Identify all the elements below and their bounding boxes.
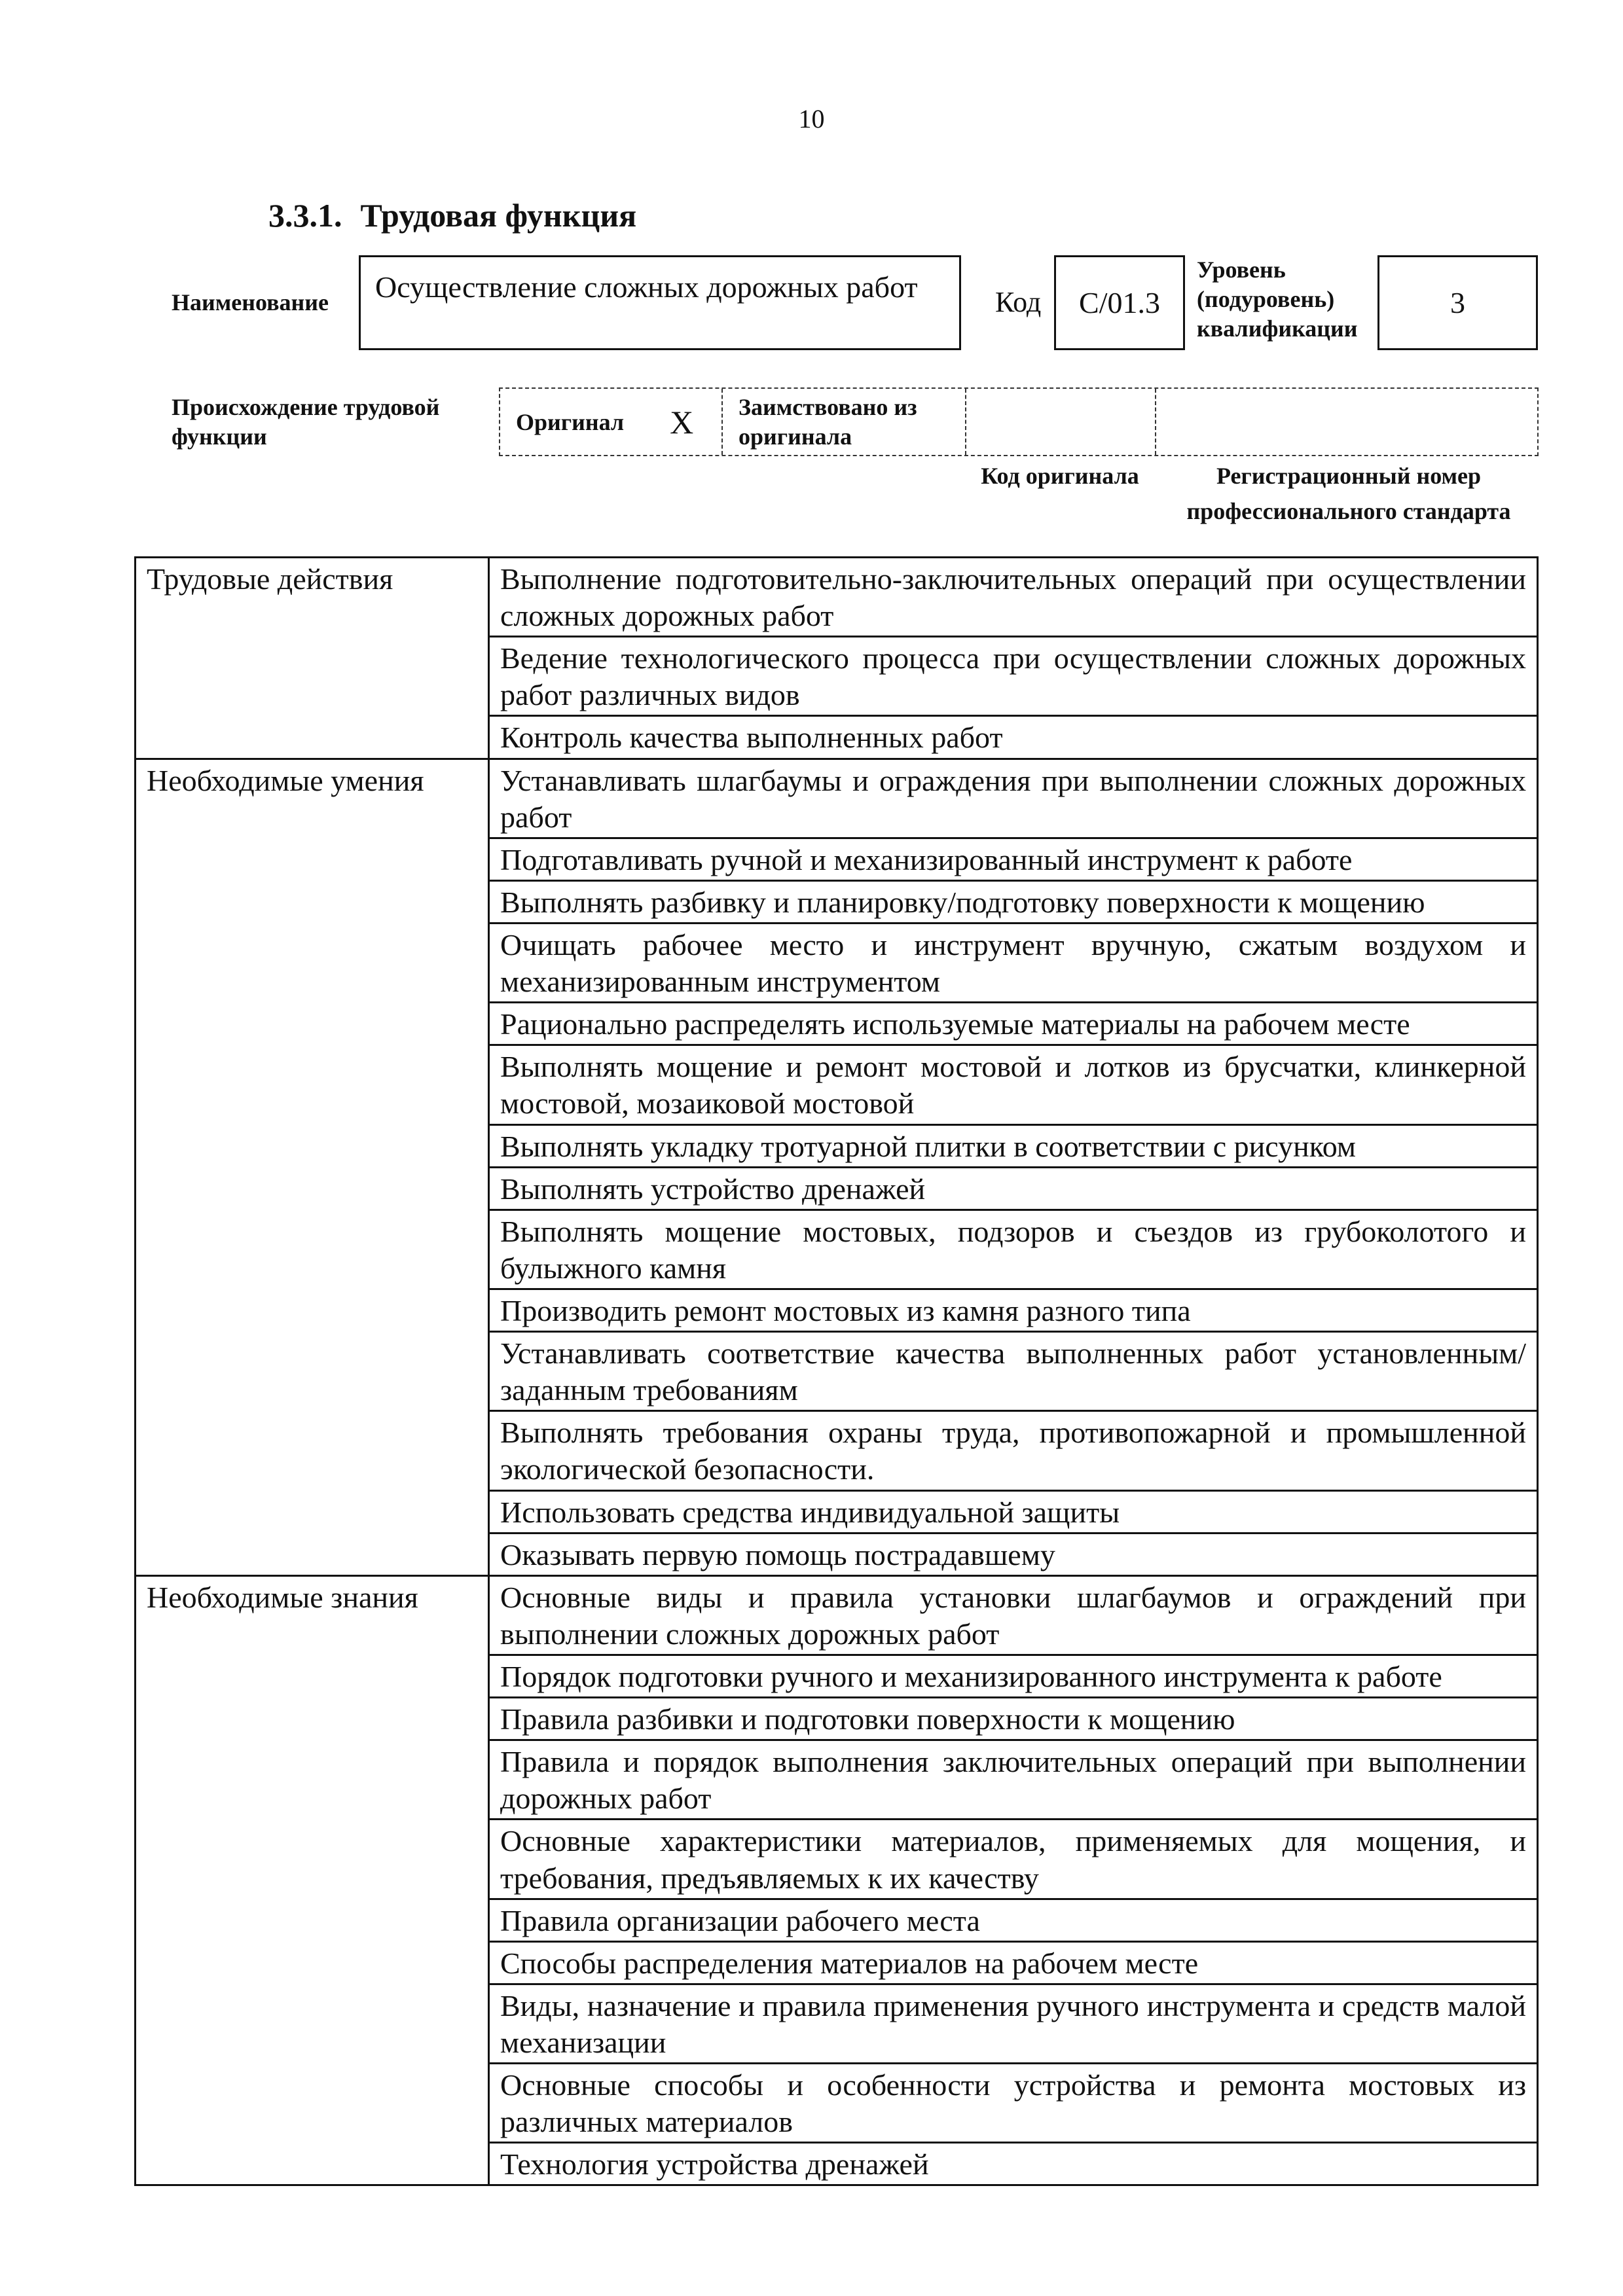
group-item: Выполнять укладку тротуарной плитки в соответствии с рисунком (489, 1124, 1538, 1167)
section-number: 3.3.1. (268, 197, 342, 234)
origin-reg-cell (1156, 389, 1537, 455)
table-row (136, 558, 1538, 637)
origin-label: Происхождение трудовой функции (172, 394, 440, 450)
group-item: Виды, назначение и правила применения ручного инструмента и средств малой механизации (489, 1984, 1538, 2063)
group-item: Основные способы и особенности устройства и ремонта мостовых из различных материалов (489, 2064, 1538, 2143)
group-label: Необходимые знания (136, 1575, 489, 2185)
original-label: Оригинал (516, 408, 625, 435)
group-item: Устанавливать соответствие качества выполненных работ установленным/ заданным требованиям (489, 1332, 1538, 1411)
level-label: Уровень (подуровень) квалификации (1197, 257, 1358, 342)
section-title-text: Трудовая функция (360, 197, 637, 234)
group-label: Трудовые действия (136, 558, 489, 759)
group-item: Выполнять требования охраны труда, противопожарной и промышленной экологической безопасности. (489, 1411, 1538, 1490)
group-item: Подготавливать ручной и механизированный инструмент к работе (489, 838, 1538, 880)
name-label: Наименование (172, 289, 329, 315)
section-title (268, 196, 636, 234)
group-item: Технология устройства дренажей (489, 2143, 1538, 2185)
group-item: Порядок подготовки ручного и механизированного инструмента к работе (489, 1655, 1538, 1697)
group-item: Ведение технологического процесса при осуществлении сложных дорожных работ различных видов (489, 637, 1538, 716)
origin-original-cell (500, 389, 723, 455)
function-name-box: Осуществление сложных дорожных работ (359, 255, 961, 350)
group-item: Выполнять мощение и ремонт мостовой и лотков из брусчатки, клинкерной мостовой, мозаиковой мостовой (489, 1045, 1538, 1124)
code-label: Код (995, 286, 1042, 318)
origin-code-cell (966, 389, 1156, 455)
group-item: Основные виды и правила установки шлагбаумов и ограждений при выполнении сложных дорожных работ (489, 1575, 1538, 1655)
group-item: Выполнение подготовительно-заключительных операций при осуществлении сложных дорожных работ (489, 558, 1538, 637)
table-row (136, 759, 1538, 838)
group-item: Способы распределения материалов на рабочем месте (489, 1941, 1538, 1984)
group-item: Выполнять устройство дренажей (489, 1167, 1538, 1210)
group-item: Контроль качества выполненных работ (489, 716, 1538, 759)
origin-row (499, 387, 1539, 456)
group-item: Рационально распределять используемые материалы на рабочем месте (489, 1003, 1538, 1045)
table-row (136, 1575, 1538, 1655)
page-number: 10 (798, 104, 825, 134)
group-label: Необходимые умения (136, 759, 489, 1575)
table-body (136, 558, 1538, 2185)
group-item: Устанавливать шлагбаумы и ограждения при выполнении сложных дорожных работ (489, 759, 1538, 838)
group-item: Правила организации рабочего места (489, 1899, 1538, 1941)
level-value-box: 3 (1377, 255, 1538, 350)
group-item: Правила разбивки и подготовки поверхности к мощению (489, 1698, 1538, 1740)
group-item: Оказывать первую помощь пострадавшему (489, 1533, 1538, 1575)
reg-number-caption: Регистрационный номер профессионального стандарта (1186, 463, 1511, 524)
group-item: Производить ремонт мостовых из камня разного типа (489, 1289, 1538, 1331)
group-item: Выполнять разбивку и планировку/подготовку поверхности к мощению (489, 880, 1538, 923)
group-item: Основные характеристики материалов, применяемых для мощения, и требования, предъявляемых к их качеству (489, 1820, 1538, 1899)
group-item: Использовать средства индивидуальной защиты (489, 1490, 1538, 1533)
group-item: Выполнять мощение мостовых, подзоров и съездов из грубоколотого и булыжного камня (489, 1210, 1538, 1289)
group-item: Очищать рабочее место и инструмент вручную, сжатым воздухом и механизированным инструментом (489, 923, 1538, 1002)
code-value-box: C/01.3 (1054, 255, 1185, 350)
original-mark: X (670, 403, 694, 440)
borrowed-label: Заимствовано из оригинала (723, 389, 966, 455)
code-original-caption: Код оригинала (981, 463, 1139, 489)
group-item: Правила и порядок выполнения заключительных операций при выполнении дорожных работ (489, 1740, 1538, 1820)
labor-function-table (134, 556, 1539, 2186)
